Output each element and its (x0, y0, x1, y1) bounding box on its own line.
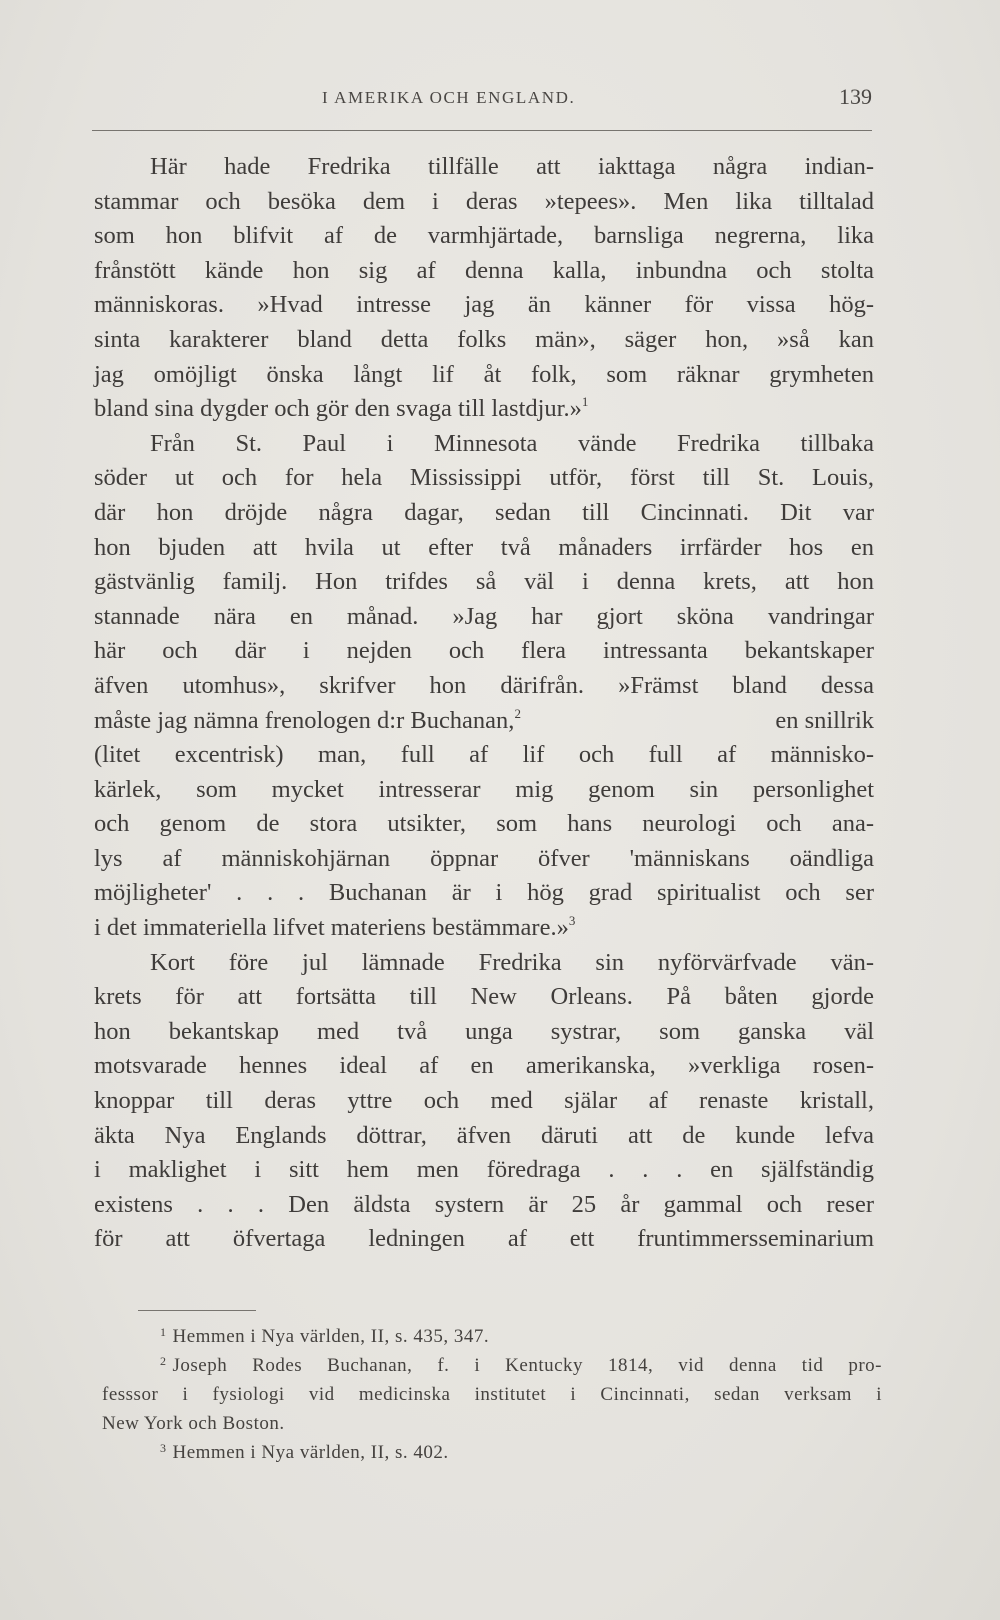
text-line: existens . . . Den äldsta systern är 25 år gammal och reser (94, 1190, 874, 1218)
text-line: krets för att fortsätta till New Orleans. På båten gjorde (94, 983, 874, 1011)
text-line: Kort före jul lämnade Fredrika sin nyförvärfvade vän- (150, 948, 874, 976)
text-line: jag omöjligt önska långt lif åt folk, som räknar grymheten (94, 360, 874, 388)
text-fragment: i det immateriella lifvet materiens bestämmare.» (94, 914, 569, 942)
running-head: I AMERIKA OCH ENGLAND. (322, 88, 576, 107)
body-text (94, 150, 874, 1257)
footnote-mark: 2 (160, 1354, 167, 1368)
text-line: och genom de stora utsikter, som hans neurologi och ana- (94, 810, 874, 838)
footnote (102, 1322, 882, 1351)
text-fragment (94, 704, 521, 739)
text-line: frånstött kände hon sig af denna kalla, inbundna och stolta (94, 256, 874, 284)
text-line: för att öfvertaga ledningen af ett fruntimmersseminarium (94, 1225, 874, 1253)
text-line: (litet excentrisk) man, full af lif och full af människo- (94, 741, 874, 769)
text-line: som hon blifvit af de varmhjärtade, barnsliga negrerna, lika (94, 222, 874, 250)
text-line: motsvarade hennes ideal af en amerikanska, »verkliga rosen- (94, 1052, 874, 1080)
text-line: stammar och besöka dem i deras »tepees». Men lika tilltalad (94, 187, 874, 215)
footnote-ref: 1 (581, 394, 589, 410)
page-header (92, 84, 872, 118)
text-line: människoras. »Hvad intresse jag än känner för vissa hög- (94, 291, 874, 319)
footnote-text: Hemmen i Nya världen, II, s. 435, 347. (172, 1326, 490, 1347)
footnote (102, 1351, 882, 1380)
footnote-rule (138, 1310, 256, 1311)
text-line (94, 392, 874, 427)
text-line: i maklighet i sitt hem men föredraga . . . en själfständig (94, 1156, 874, 1184)
text-line: gästvänlig familj. Hon trifdes så väl i denna krets, att hon (94, 568, 874, 596)
page-number: 139 (839, 84, 872, 109)
text-line: äkta Nya Englands döttrar, äfven däruti att de kunde lefva (94, 1121, 874, 1149)
footnote-text: Joseph Rodes Buchanan, f. i Kentucky 1814, vid denna tid pro- (172, 1355, 882, 1376)
text-line: här och där i nejden och flera intressanta bekantskaper (94, 637, 874, 665)
text-line: kärlek, som mycket intresserar mig genom sin personlighet (94, 775, 874, 803)
footnote-text: Hemmen i Nya världen, II, s. 402. (172, 1442, 449, 1463)
text-fragment: måste jag nämna frenologen d:r Buchanan, (94, 706, 515, 734)
text-line: där hon dröjde några dagar, sedan till Cincinnati. Dit var (94, 498, 874, 526)
text-fragment: bland sina dygder och gör den svaga till lastdjur.» (94, 395, 582, 423)
header-rule (92, 130, 872, 131)
footnote-continuation: fesssor i fysiologi vid medicinska institutet i Cincinnati, sedan verksam i (102, 1384, 882, 1405)
text-line: möjligheter' . . . Buchanan är i hög grad spiritualist och ser (94, 879, 874, 907)
text-line (94, 911, 874, 946)
footnote-ref: 2 (514, 705, 521, 721)
text-line: Från St. Paul i Minnesota vände Fredrika tillbaka (150, 429, 874, 457)
text-line: stannade nära en månad. »Jag har gjort sköna vandringar (94, 602, 874, 630)
text-line: lys af människohjärnan öppnar öfver 'människans oändliga (94, 844, 874, 872)
text-line: hon bekantskap med två unga systrar, som ganska väl (94, 1017, 874, 1045)
footnote-mark: 3 (160, 1441, 167, 1455)
text-line: knoppar till deras yttre och med själar af renaste kristall, (94, 1087, 874, 1115)
footnote-continuation: New York och Boston. (102, 1413, 285, 1434)
text-line (94, 704, 874, 739)
text-line: sinta karakterer bland detta folks män», säger hon, »så kan (94, 325, 874, 353)
text-line: Här hade Fredrika tillfälle att iakttaga några indian- (150, 153, 874, 180)
text-line: söder ut och for hela Mississippi utför, först till St. Louis, (94, 464, 874, 492)
footnote-mark: 1 (160, 1325, 167, 1339)
text-line: äfven utomhus», skrifver hon därifrån. »Främst bland dessa (94, 671, 874, 699)
footnotes (102, 1322, 882, 1467)
text-line: hon bjuden att hvila ut efter två månaders irrfärder hos en (94, 533, 874, 561)
footnote-ref: 3 (568, 913, 576, 929)
text-fragment: en snillrik (775, 706, 874, 734)
footnote (102, 1438, 882, 1467)
